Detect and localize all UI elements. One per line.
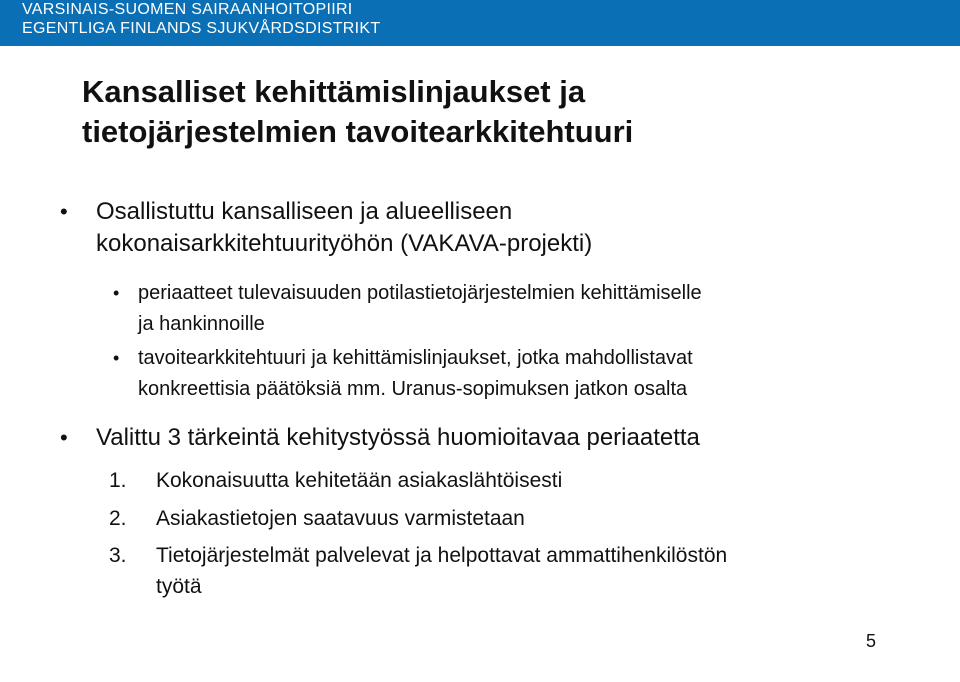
numbered-item-1-text: Kokonaisuutta kehitetään asiakaslähtöisesti bbox=[156, 469, 563, 492]
sub-bullet-1 bbox=[113, 278, 702, 340]
bullet-2 bbox=[60, 422, 700, 454]
sub-bullet-icon: • bbox=[113, 283, 120, 303]
bullet-1-line-2: kokonaisarkkitehtuurityöhön (VAKAVA-projekti) bbox=[96, 230, 593, 257]
bullet-icon: • bbox=[60, 199, 68, 224]
numbered-item-3-line-2: työtä bbox=[156, 575, 202, 598]
bullet-1 bbox=[60, 196, 593, 260]
sub-bullet-1-line-2: ja hankinnoille bbox=[138, 313, 265, 335]
slide-title-line-2: tietojärjestelmien tavoitearkkitehtuuri bbox=[82, 114, 634, 149]
slide-title-line-1: Kansalliset kehittämislinjaukset ja bbox=[82, 74, 586, 109]
item-number: 2. bbox=[109, 507, 127, 530]
bullet-2-text: Valittu 3 tärkeintä kehitystyössä huomioitavaa periaatetta bbox=[96, 424, 700, 451]
numbered-item-3-line-1: Tietojärjestelmät palvelevat ja helpottavat ammattihenkilöstön bbox=[156, 544, 728, 567]
sub-bullet-2-line-2: konkreettisia päätöksiä mm. Uranus-sopimuksen jatkon osalta bbox=[138, 378, 688, 400]
sub-bullet-icon: • bbox=[113, 348, 120, 368]
bullet-1-line-1: Osallistuttu kansalliseen ja alueelliseen bbox=[96, 198, 513, 225]
bullet-icon: • bbox=[60, 425, 68, 450]
item-number: 1. bbox=[109, 469, 127, 492]
organization-name-finnish: VARSINAIS-SUOMEN SAIRAANHOITOPIIRI bbox=[22, 1, 353, 18]
sub-bullet-1-line-1: periaatteet tulevaisuuden potilastietojärjestelmien kehittämiselle bbox=[138, 282, 702, 304]
slide-title bbox=[82, 72, 922, 152]
numbered-item-2 bbox=[109, 503, 525, 534]
header-band bbox=[0, 0, 960, 46]
page-number: 5 bbox=[866, 631, 877, 651]
numbered-item-3 bbox=[109, 540, 728, 602]
organization-name-swedish: EGENTLIGA FINLANDS SJUKVÅRDSDISTRIKT bbox=[22, 20, 381, 37]
item-number: 3. bbox=[109, 544, 127, 567]
sub-bullet-2 bbox=[113, 343, 693, 405]
numbered-item-1 bbox=[109, 465, 563, 496]
sub-bullet-2-line-1: tavoitearkkitehtuuri ja kehittämislinjaukset, jotka mahdollistavat bbox=[138, 347, 693, 369]
numbered-item-2-text: Asiakastietojen saatavuus varmistetaan bbox=[156, 507, 525, 530]
